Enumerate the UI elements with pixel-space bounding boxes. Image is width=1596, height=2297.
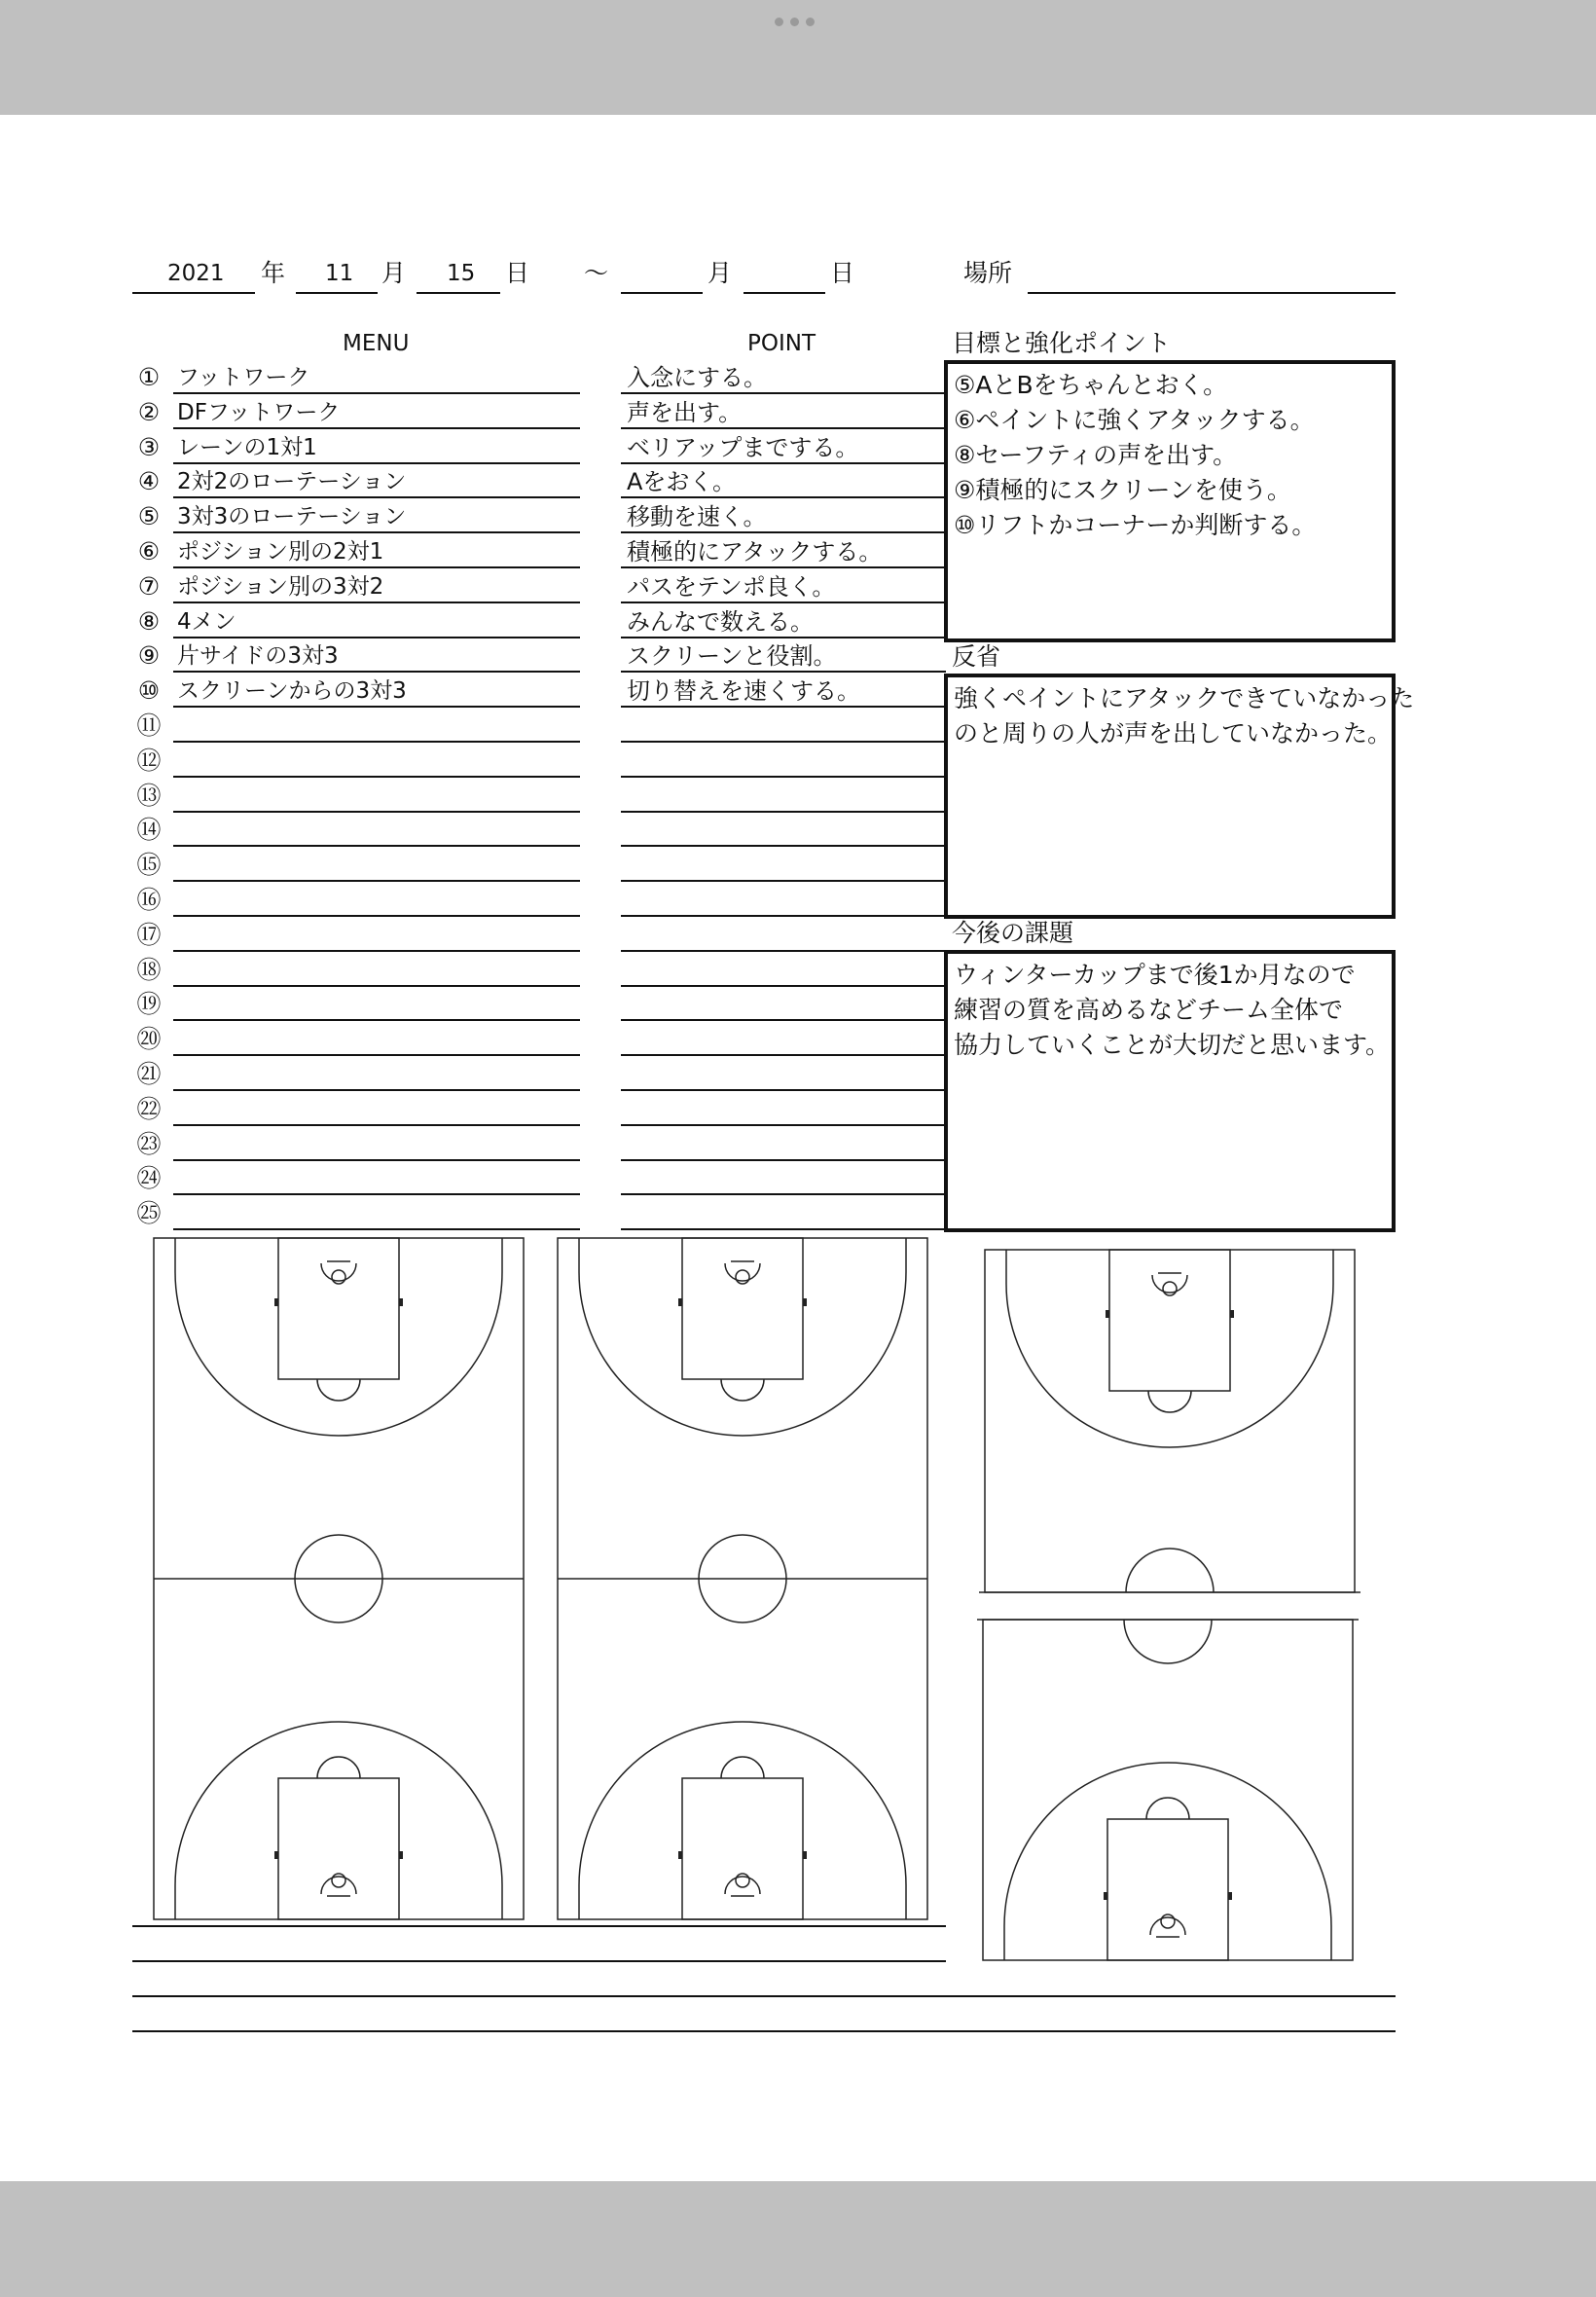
point-underline [621,1124,946,1126]
table-row [127,1161,954,1196]
month-unit: 月 [381,259,407,287]
point-text[interactable]: 入念にする。 [627,364,767,391]
year-value: 2021 [167,261,225,286]
row-number: ㉒ [136,1094,162,1123]
menu-underline [173,531,580,533]
half-court-diagram-top [985,1250,1355,1592]
reflection-box [944,674,1415,919]
row-number: ⑮ [136,851,162,880]
date-range-tilde: ～ [584,259,609,287]
point-text[interactable]: Aをおく。 [627,468,736,496]
menu-item-text[interactable]: DFフットワーク [177,399,341,425]
table-row [127,464,954,499]
table-row [127,744,954,779]
top-toolbar [0,0,1596,115]
menu-underline [173,1124,580,1126]
table-row [127,813,954,848]
row-number: ⑲ [136,990,162,1019]
place-label: 場所 [963,259,1013,287]
menu-column-header: MENU [343,331,410,356]
day-underline [417,292,500,294]
menu-underline [173,811,580,813]
menu-underline [173,1228,580,1230]
row-number: ⑫ [136,746,162,775]
point-underline [621,880,946,882]
point-underline [621,531,946,533]
goals-box [944,360,1396,642]
reflection-line: のと周りの人が声を出していなかった。 [954,719,1393,747]
point-underline [621,776,946,778]
menu-underline [173,950,580,952]
end-month-unit: 月 [707,259,733,287]
table-row [127,987,954,1022]
menu-underline [173,1019,580,1021]
note-line [132,2030,1396,2032]
point-underline [621,706,946,708]
row-number: ⑪ [136,711,162,740]
table-row [127,1196,954,1231]
point-text[interactable]: 声を出す。 [627,398,743,426]
row-number: ③ [137,432,161,461]
end-month-underline [621,292,703,294]
table-row [127,1092,954,1127]
table-row [127,604,954,639]
day-value: 15 [447,261,476,286]
point-underline [621,1089,946,1091]
half-court-diagram-bottom [983,1620,1353,1960]
menu-underline [173,706,580,708]
menu-underline [173,496,580,498]
point-text[interactable]: 積極的にアタックする。 [627,538,883,565]
point-underline [621,671,946,673]
goal-line: ⑩リフトかコーナーか判断する。 [954,511,1317,539]
bottom-toolbar [0,2181,1596,2297]
point-underline [621,566,946,568]
menu-underline [173,671,580,673]
table-row [127,674,954,709]
menu-underline [173,985,580,987]
point-underline [621,462,946,464]
practice-sheet-page [0,115,1596,2181]
table-row [127,1127,954,1162]
menu-underline [173,462,580,464]
note-line [132,1925,946,1927]
menu-underline [173,776,580,778]
point-text[interactable]: 切り替えを速くする。 [627,677,860,706]
note-line [132,1995,1396,1997]
future-box [944,950,1396,1232]
point-underline [621,637,946,638]
point-underline [621,496,946,498]
menu-item-text[interactable]: 4メン [177,608,236,635]
menu-item-text[interactable]: スクリーンからの3対3 [177,678,407,705]
menu-underline [173,602,580,603]
point-underline [621,1228,946,1230]
goals-heading: 目標と強化ポイント [952,329,1172,357]
point-text[interactable]: ベリアップまでする。 [627,433,859,461]
table-row [127,883,954,918]
full-court-diagram-1 [154,1238,524,1919]
row-number: ⑦ [137,571,161,601]
point-underline [621,602,946,603]
table-row [127,534,954,569]
full-court-diagram-2 [558,1238,927,1919]
table-row [127,709,954,744]
menu-item-text[interactable]: ポジション別の2対1 [177,539,384,565]
menu-underline [173,637,580,638]
table-row [127,953,954,988]
row-number: ⑥ [137,537,161,565]
menu-underline [173,741,580,743]
menu-underline [173,392,580,394]
row-number: ⑰ [136,920,162,949]
row-number: ⑬ [136,781,162,810]
point-underline [621,915,946,917]
point-underline [621,1159,946,1161]
point-underline [621,811,946,813]
note-line [132,1960,946,1962]
table-row [127,779,954,814]
table-row [127,395,954,430]
point-text[interactable]: みんなで数える。 [627,607,814,636]
menu-underline [173,1089,580,1091]
menu-item-text[interactable]: レーンの1対1 [177,434,317,460]
row-number: ① [137,363,161,391]
row-number: ㉔ [136,1164,162,1193]
month-underline [296,292,378,294]
row-number: ② [137,397,161,426]
table-row [127,569,954,604]
point-text[interactable]: スクリーンと役割。 [627,642,837,671]
menu-underline [173,566,580,568]
table-row [127,430,954,465]
year-underline [132,292,255,294]
table-row [127,499,954,534]
row-number: ④ [137,467,161,496]
row-number: ㉕ [136,1199,162,1228]
table-row [127,1022,954,1057]
future-line: 協力していくことが大切だと思います。 [954,1031,1391,1059]
row-number: ⑳ [136,1025,162,1054]
point-column-header: POINT [747,331,816,356]
month-value: 11 [325,261,354,286]
point-underline [621,845,946,847]
day-unit: 日 [505,259,530,287]
end-day-underline [744,292,825,294]
goal-line: ⑧セーフティの声を出す。 [954,441,1238,469]
row-number: ⑩ [137,676,161,706]
goal-line: ⑥ペイントに強くアタックする。 [954,406,1315,434]
reflection-heading: 反省 [952,642,1001,671]
more-options-icon[interactable] [775,18,823,31]
table-row [127,638,954,674]
menu-underline [173,915,580,917]
menu-item-text[interactable]: ポジション別の3対2 [177,573,384,600]
row-number: ⑨ [137,641,161,671]
row-number: ⑭ [136,816,162,845]
point-underline [621,985,946,987]
end-day-unit: 日 [830,259,855,287]
table-row [127,360,954,395]
row-number: ⑧ [137,606,161,636]
point-underline [621,392,946,394]
point-underline [621,1193,946,1195]
menu-item-text[interactable]: 2対2のローテーション [177,469,407,495]
row-number: ⑱ [136,955,162,984]
reflection-line: 強くペイントにアタックできていなかった [954,684,1415,712]
point-text[interactable]: パスをテンポ良く。 [627,572,836,601]
menu-underline [173,1193,580,1195]
point-text[interactable]: 移動を速く。 [627,503,767,531]
year-unit: 年 [261,259,286,287]
menu-item-text[interactable]: 片サイドの3対3 [177,643,339,670]
menu-underline [173,880,580,882]
point-underline [621,427,946,429]
row-number: ㉑ [136,1060,162,1088]
goal-line: ⑨積極的にスクリーンを使う。 [954,476,1291,504]
menu-item-text[interactable]: 3対3のローテーション [177,504,407,530]
future-line: 練習の質を高めるなどチーム全体で [954,996,1344,1024]
future-line: ウィンターカップまで後1か月なので [954,961,1356,989]
point-underline [621,741,946,743]
future-heading: 今後の課題 [952,919,1074,947]
row-number: ⑯ [136,886,162,914]
menu-item-text[interactable]: フットワーク [177,365,310,390]
menu-underline [173,427,580,429]
table-row [127,918,954,953]
menu-underline [173,1159,580,1161]
row-number: ㉓ [136,1129,162,1158]
point-underline [621,1054,946,1056]
point-underline [621,950,946,952]
place-underline [1028,292,1396,294]
table-row [127,848,954,883]
goal-line: ⑤AとBをちゃんとおく。 [954,371,1228,399]
point-underline [621,1019,946,1021]
menu-underline [173,1054,580,1056]
row-number: ⑤ [137,502,161,531]
table-row [127,1057,954,1092]
menu-underline [173,845,580,847]
